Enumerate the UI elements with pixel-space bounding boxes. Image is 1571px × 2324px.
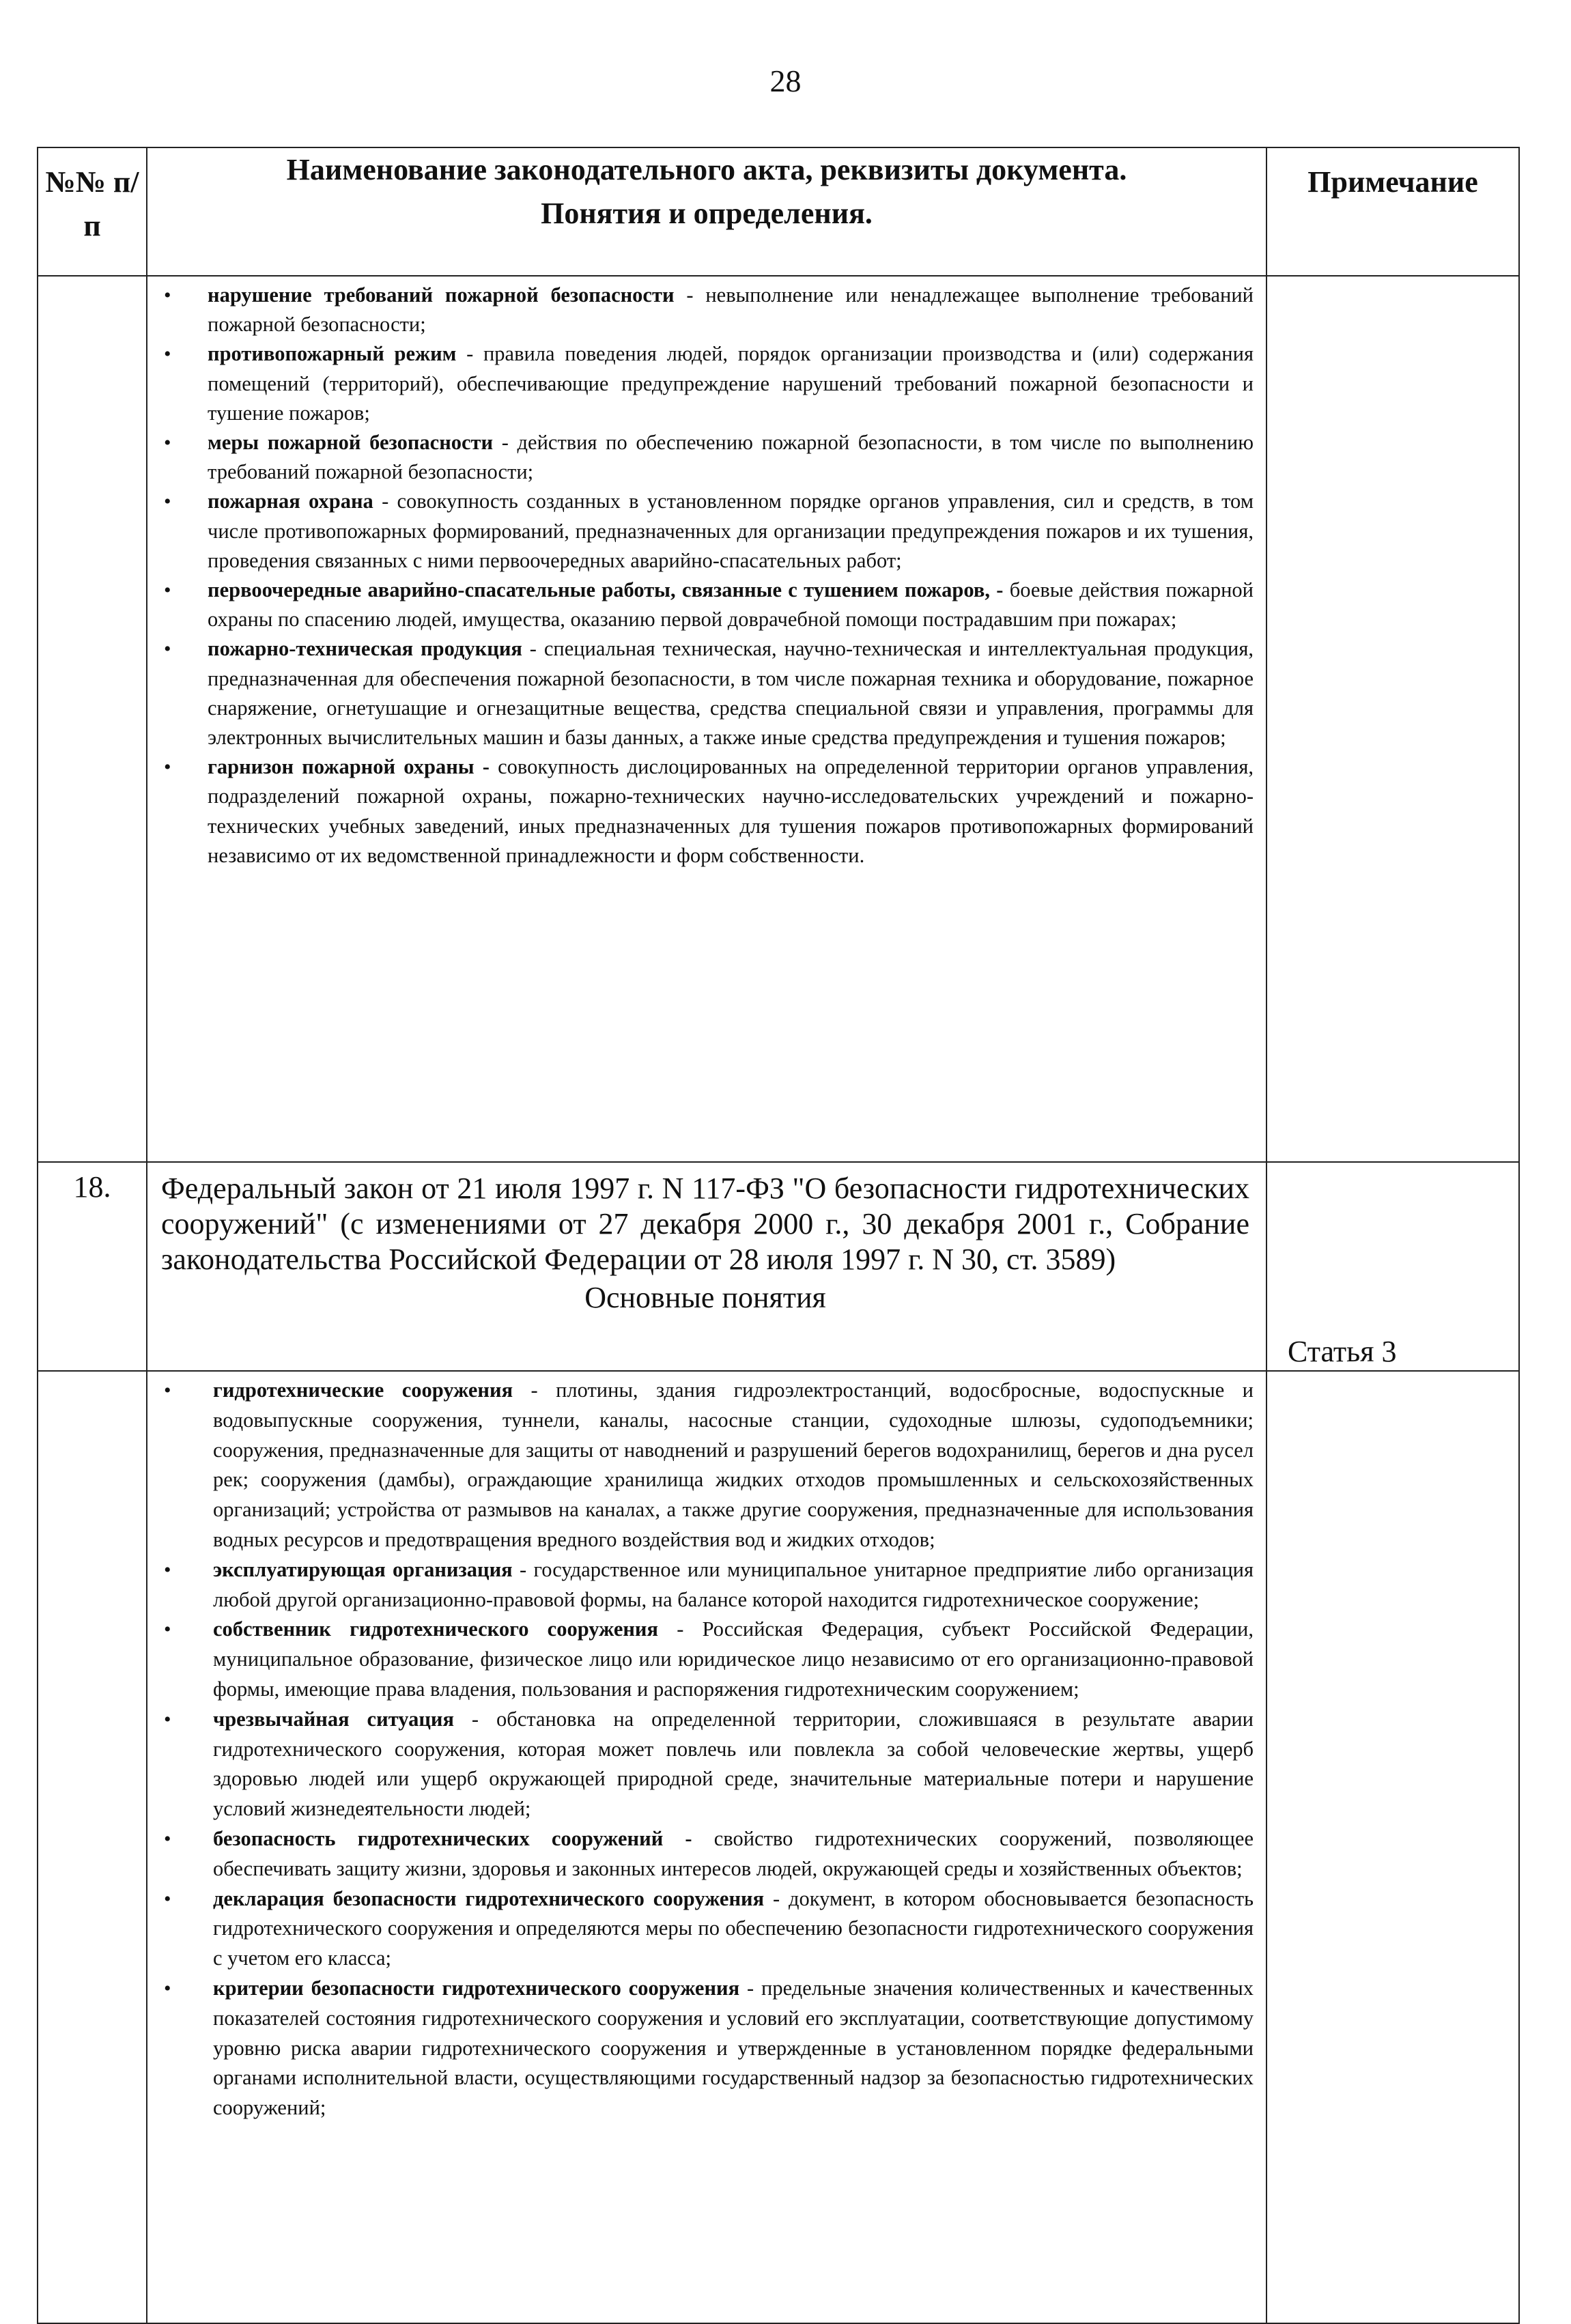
definition-text: - совокупность созданных в установленном порядке органов управления, сил и средств, в том числе противопожарных формирований, предназначенных для организации предупреждения пожаров и их тушения, проведения связанных с ними первоочередных аварийно-спасательных работ; — [208, 490, 1254, 572]
definition-item — [158, 634, 1254, 752]
header-number: №№ п/п — [38, 147, 147, 276]
definition-text: - невыполнение или ненадлежащее выполнение требований пожарной безопасности; — [208, 283, 1254, 337]
table-header-row — [38, 147, 1519, 276]
definition-term: гарнизон пожарной охраны - — [208, 755, 490, 779]
definition-text: - документ, в котором обосновывается безопасность гидротехнического сооружения и определяются меры по обеспечению безопасности гидротехнического сооружения с учетом его класса; — [213, 1886, 1254, 1970]
definitions-cell — [147, 1371, 1266, 2323]
page-number: 28 — [769, 63, 802, 98]
table-row — [38, 1162, 1519, 1371]
definition-item — [158, 576, 1254, 634]
definition-text: - государственное или муниципальное унитарное предприятие либо организация любой другой организационно-правовой формы, на балансе которой находится гидротехническое сооружение; — [213, 1557, 1254, 1611]
law-cell — [147, 1162, 1266, 1371]
definition-term: первоочередные аварийно-спасательные работы, связанные с тушением пожаров, - — [208, 578, 1004, 602]
header-note: Примечание — [1266, 147, 1519, 276]
definition-term: декларация безопасности гидротехнического сооружения — [213, 1886, 765, 1910]
header-title-line2: Понятия и определения. — [541, 196, 873, 230]
definition-text: совокупность дислоцированных на определенной территории органов управления, подразделений пожарной охраны, пожарно-технических научно-исследовательских учреждений и пожарно-технических учебных заведений, иных предназначенных для тушения пожаров противопожарных формирований независимо от их ведомственной принадлежности и форм собственности. — [208, 755, 1254, 867]
definition-item — [158, 1974, 1254, 2123]
definition-text: свойство гидротехнических сооружений, позволяющее обеспечивать защиту жизни, здоровья и законных интересов людей, окружающей среды и хозяйственных объектов; — [213, 1826, 1254, 1880]
definition-text: - предельные значения количественных и качественных показателей состояния гидротехнического сооружения и условий его эксплуатации, соответствующие допустимому уровню риска аварии гидротехнического сооружения и утвержденные в установленном порядке федеральными органами исполнительной власти, осуществляющими государственный надзор за безопасностью гидротехнических сооружений; — [213, 1976, 1254, 2120]
law-title: Федеральный закон от 21 июля 1997 г. N 117-ФЗ "О безопасности гидротехнических сооружений" (с изменениями от 27 декабря 2000 г., 30 декабря 2001 г., Собрание законодательства Российской Федерации от 28 июля 1997 г. N 30, ст. 3589) — [161, 1172, 1249, 1276]
definition-term: эксплуатирующая организация — [213, 1557, 513, 1581]
definition-item — [158, 487, 1254, 576]
definition-text: - обстановка на определенной территории, сложившаяся в результате аварии гидротехнического сооружения, которая может повлечь или повлекла за собой человеческие жертвы, ущерб здоровью людей или ущерб окружающей природной среде, значительные материальные потери и нарушение условий жизнедеятельности людей; — [213, 1707, 1254, 1821]
definition-term: гидротехнические сооружения — [213, 1378, 513, 1402]
definition-item — [158, 281, 1254, 339]
legislation-table — [37, 147, 1520, 2324]
definitions-cell — [147, 276, 1266, 1162]
note-cell — [1266, 276, 1519, 1162]
definition-item — [158, 1555, 1254, 1615]
definition-term: нарушение требований пожарной безопасности — [208, 283, 675, 307]
definition-term: пожарная охрана — [208, 490, 373, 513]
definition-item — [158, 339, 1254, 428]
header-title-line1: Наименование законодательного акта, реквизиты документа. — [286, 153, 1127, 186]
definition-text: - Российская Федерация, субъект Российской Федерации, муниципальное образование, физическое лицо или юридическое лицо независимо от его организационно-правовой формы, имеющие права владения, пользования и распоряжения гидротехническим сооружением; — [213, 1617, 1254, 1701]
definition-item — [158, 1824, 1254, 1884]
row-number-cell — [38, 276, 147, 1162]
definition-term: пожарно-техническая продукция — [208, 637, 522, 661]
law-number: 18. — [38, 1162, 147, 1371]
law-subtitle: Основные понятия — [584, 1281, 826, 1314]
definition-term: собственник гидротехнического сооружения — [213, 1617, 659, 1641]
definition-term: безопасность гидротехнических сооружений - — [213, 1826, 692, 1850]
table-row — [38, 276, 1519, 1162]
header-title — [147, 147, 1266, 276]
definitions-list — [147, 277, 1266, 876]
row-number-cell — [38, 1371, 147, 2323]
definition-text: - правила поведения людей, порядок организации производства и (или) содержания помещений (территорий), обеспечивающие предупреждение нарушений требований пожарной безопасности и тушение пожаров; — [208, 342, 1254, 425]
definition-term: противопожарный режим — [208, 342, 457, 366]
definition-term: меры пожарной безопасности — [208, 431, 494, 455]
definition-term: критерии безопасности гидротехнического сооружения — [213, 1976, 740, 2000]
definition-item — [158, 752, 1254, 870]
table-row — [38, 1371, 1519, 2323]
definition-item — [158, 1615, 1254, 1704]
note-cell — [1266, 1371, 1519, 2323]
definition-text: - действия по обеспечению пожарной безопасности, в том числе по выполнению требований пожарной безопасности; — [208, 431, 1254, 484]
definition-item — [158, 428, 1254, 487]
law-note: Статья 3 — [1266, 1162, 1519, 1371]
definition-text: - специальная техническая, научно-техническая и интеллектуальная продукция, предназначенная для обеспечения пожарной безопасности, в том числе пожарная техника и оборудование, пожарное снаряжение, огнетушащие и огнезащитные вещества, средства специальной связи и управления, программы для электронных вычислительных машин и базы данных, а также иные средства предупреждения и тушения пожаров; — [208, 637, 1254, 750]
definition-item — [158, 1376, 1254, 1555]
definition-item — [158, 1884, 1254, 1974]
definition-text: боевые действия пожарной охраны по спасению людей, имущества, оказанию первой доврачебной помощи пострадавшим при пожарах; — [208, 578, 1254, 632]
definition-term: чрезвычайная ситуация — [213, 1707, 454, 1731]
definition-text: - плотины, здания гидроэлектростанций, водосбросные, водоспускные и водовыпускные сооружения, туннели, каналы, насосные станции, судоходные шлюзы, судоподъемники; сооружения, предназначенные для защиты от наводнений и разрушений берегов водохранилищ, берегов и дна русел рек; сооружения (дамбы), ограждающие хранилища жидких отходов промышленных и сельскохозяйственных организаций; устройства от размывов на каналах, а также другие сооружения, предназначенные для использования водных ресурсов и предотвращения вредного воздействия вод и жидких отходов; — [213, 1378, 1254, 1551]
definition-item — [158, 1705, 1254, 1824]
definitions-list — [147, 1372, 1266, 2129]
